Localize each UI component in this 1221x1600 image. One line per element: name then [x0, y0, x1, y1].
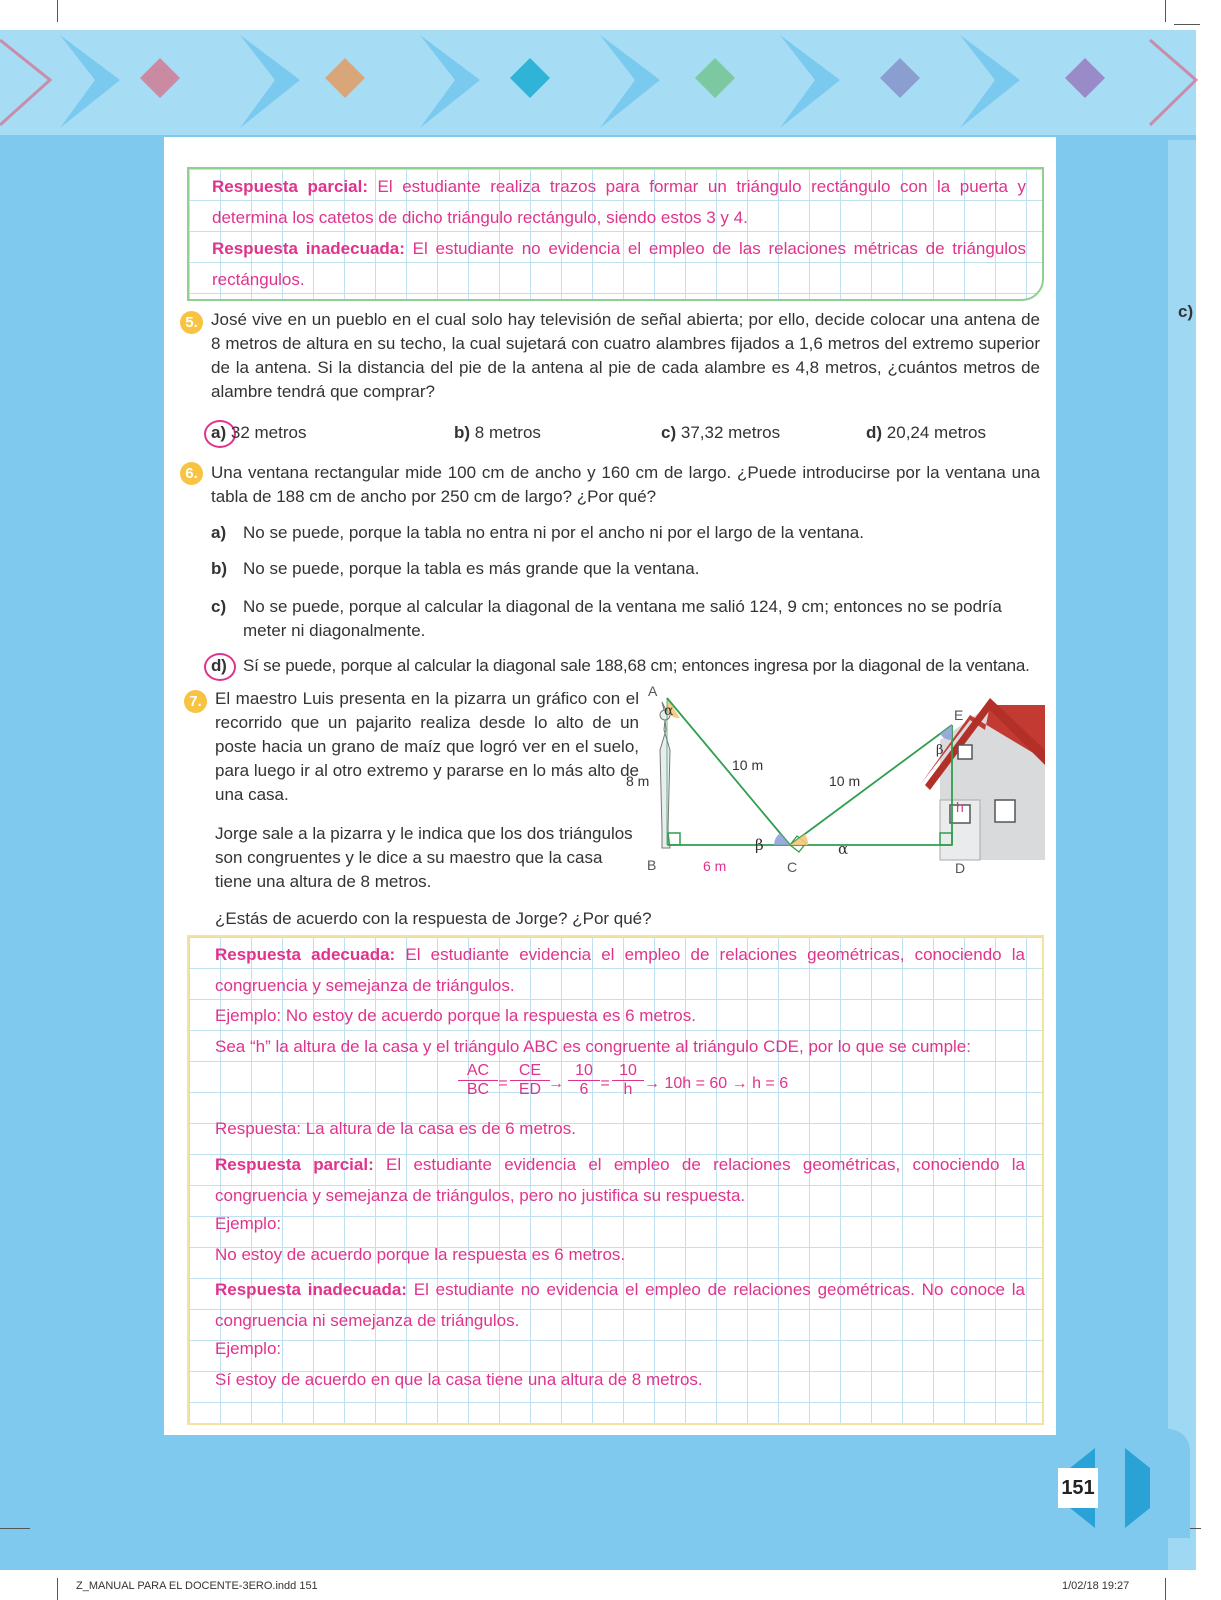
page-edge-strip [1168, 140, 1196, 1570]
q6-option-a[interactable]: a) No se puede, porque la tabla no entra ni por el ancho ni por el largo de la ventana. [211, 523, 864, 542]
partial-text: El estudiante realiza trazos para formar un triángulo rectángulo con la puerta y determina los catetos de dicho triángulo rectángulo, siendo estos 3 y 4. [212, 177, 1026, 227]
page-number: 151 [1058, 1468, 1098, 1508]
inadequate-text: El estudiante no evidencia el empleo de las relaciones métricas de triángulos rectángulos. [212, 239, 1026, 289]
partial-label: Respuesta parcial: [212, 177, 368, 196]
question-5-text: José vive en un pueblo en el cual solo hay televisión de señal abierta; por ello, decide colocar una antena de 8 metros de altura en su techo, la cual sujetará con cuatro alambres fijados a 1,6 metros del extremo superior de la antena. Si la distancia del pie de la antena al pie de cada alambre es 4,8 metros, ¿cuántos metros de alambre tendrá que comprar? [211, 310, 1040, 401]
box2-example3-text: Sí estoy de acuerdo en que la casa tiene una altura de 8 metros. [215, 1370, 703, 1389]
fraction-ac-bc: $\frac{AC}{BC}$ [458, 1062, 498, 1099]
length-bc-label: 6 m [703, 858, 727, 874]
side-label: c) [1178, 302, 1194, 321]
crop-mark [0, 1528, 30, 1529]
question-7-badge: 7. [184, 690, 207, 713]
point-a-label: A [648, 683, 658, 699]
box2-example3-label: Ejemplo: [215, 1339, 282, 1358]
box2-example2-text: No estoy de acuerdo porque la respuesta es 6 metros. [215, 1245, 626, 1264]
q6-option-b[interactable]: b) No se puede, porque la tabla es más grande que la ventana. [211, 559, 700, 578]
point-c-label: C [787, 859, 798, 875]
length-ac-label: 10 m [732, 757, 764, 773]
crop-mark [57, 1578, 58, 1600]
fraction-ce-ed: $\frac{CE}{ED}$ [510, 1062, 550, 1099]
equals-sign: = [498, 1075, 508, 1092]
q6-option-c[interactable]: c) No se puede, porque al calcular la diagonal de la ventana me salió 124, 9 cm; entonces no se podría meter ni diagonalmente. [211, 597, 1002, 640]
question-6-badge: 6. [180, 462, 203, 485]
inadequate-label: Respuesta inadecuada: [212, 239, 405, 258]
fraction-10-h: $\frac{10}{h}$ [612, 1062, 644, 1099]
equals-sign: = [600, 1075, 610, 1092]
length-ab-label: 8 m [626, 773, 650, 789]
question-5-badge: 5. [180, 311, 203, 334]
footer-file-info: Z_MANUAL PARA EL DOCENTE-3ERO.indd 151 [76, 1580, 318, 1592]
box2-example1: Ejemplo: No estoy de acuerdo porque la respuesta es 6 metros. [215, 1006, 696, 1025]
box2-sea: Sea “h” la altura de la casa y el triángulo ABC es congruente al triángulo CDE, por lo que se cumple: [215, 1037, 971, 1056]
q6-option-d[interactable]: d) Sí se puede, porque al calcular la diagonal sale 188,68 cm; entonces ingresa por la diagonal de la ventana. [211, 656, 1030, 675]
footer-timestamp: 1/02/18 19:27 [1062, 1580, 1130, 1592]
angle-alpha-label: α [664, 703, 674, 719]
question-7-text: El maestro Luis presenta en la pizarra un gráfico con el recorrido que un pajarito realiza desde lo alto de un poste hacia un grano de maíz que logró ver en el suelo, para luego ir al otro extremo y pararse en lo más alto de una casa. [215, 689, 639, 804]
box2-inadequate: Respuesta inadecuada: El estudiante no evidencia el empleo de relaciones geométricas. No conoce la congruencia ni semejanza de triángulos. [215, 1280, 1025, 1330]
length-ce-label: 10 m [829, 773, 861, 789]
point-b-label: B [647, 857, 657, 873]
height-h-label: h [956, 799, 964, 815]
question-7-claim: Jorge sale a la pizarra y le indica que los dos triángulos son congruentes y le dice a su maestro que la casa tiene una altura de 8 metros. [215, 824, 633, 891]
box2-example2-label: Ejemplo: [215, 1214, 282, 1233]
angle-beta2-label: β [936, 743, 944, 758]
angle-alpha2-label: α [838, 840, 849, 858]
box2-partial: Respuesta parcial: El estudiante evidencia el empleo de relaciones geométricas, conociendo la congruencia y semejanza de triángulos, pero no justifica su respuesta. [215, 1155, 1025, 1205]
point-d-label: D [955, 860, 966, 876]
triangles-figure [626, 683, 1045, 890]
question-7-prompt: ¿Estás de acuerdo con la respuesta de Jorge? ¿Por qué? [215, 909, 652, 928]
crop-mark [1165, 1578, 1166, 1600]
crop-mark [57, 0, 58, 22]
question-6-text: Una ventana rectangular mide 100 cm de ancho y 160 cm de largo. ¿Puede introducirse por la ventana una tabla de 188 cm de ancho por 250 cm de largo? ¿Por qué? [211, 463, 1040, 506]
q5-option-d[interactable]: d) 20,24 metros [866, 423, 987, 442]
box1-text [212, 171, 1026, 295]
q5-option-c[interactable]: c) 37,32 metros [661, 423, 781, 442]
point-e-label: E [954, 707, 964, 723]
box2-answer: Respuesta: La altura de la casa es de 6 metros. [215, 1119, 576, 1138]
decorative-banner [0, 30, 1196, 135]
arrow: → [548, 1075, 564, 1092]
angle-beta-label: β [755, 836, 764, 854]
box2-adequate: Respuesta adecuada: El estudiante evidencia el empleo de relaciones geométricas, conociendo la congruencia y semejanza de triángulos. [215, 945, 1025, 995]
q5-option-a[interactable]: a) 32 metros [211, 423, 307, 442]
crop-mark [1165, 0, 1166, 22]
crop-mark [1174, 24, 1200, 25]
fraction-10-6: $\frac{10}{6}$ [568, 1062, 600, 1099]
q5-option-b[interactable]: b) 8 metros [454, 423, 541, 442]
formula-result: → 10h = 60 → h = 6 [644, 1075, 789, 1092]
